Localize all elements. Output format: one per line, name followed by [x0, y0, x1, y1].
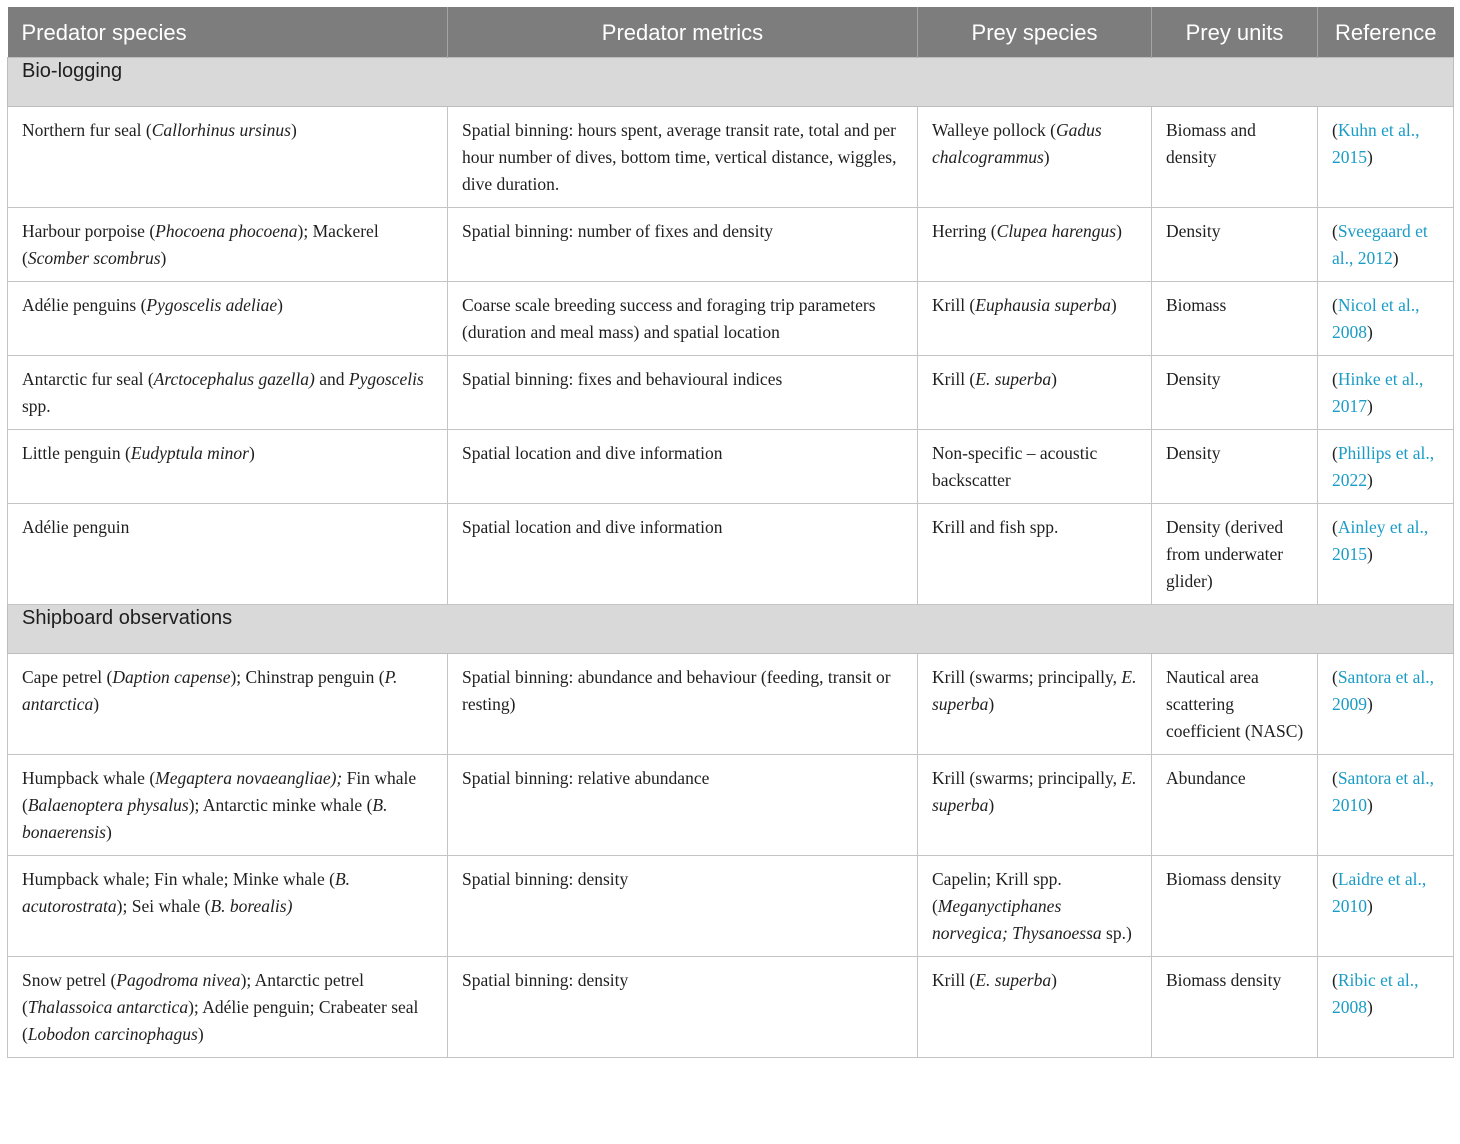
paren-open: ( — [1332, 221, 1338, 241]
italic-text: Arctocephalus gazella) — [153, 369, 315, 389]
cell-prey-species — [918, 107, 1152, 208]
cell-prey-units: Abundance — [1152, 755, 1318, 856]
text-run: Little penguin ( — [22, 443, 131, 463]
cell-reference — [1318, 208, 1454, 282]
italic-text: Pagodroma nivea — [116, 970, 241, 990]
text-run: Snow petrel ( — [22, 970, 117, 990]
italic-text: B. bonaerensis — [22, 795, 388, 842]
text-run: ); Antarctic minke whale ( — [188, 795, 373, 815]
cell-prey-species — [918, 654, 1152, 755]
cell-predator-species — [8, 430, 448, 504]
header-reference: Reference — [1318, 7, 1454, 58]
text-run: ); Mackerel ( — [22, 221, 379, 268]
italic-text: Daption capense — [112, 667, 231, 687]
table-row — [8, 430, 1454, 504]
text-run: ) — [988, 795, 995, 815]
table-header — [8, 7, 1454, 58]
table-row — [8, 208, 1454, 282]
italic-text: Callorhinus ursinus — [151, 120, 291, 140]
cell-reference — [1318, 755, 1454, 856]
paren-open: ( — [1332, 667, 1338, 687]
text-run: ) — [1051, 970, 1057, 990]
text-run: spp. — [22, 396, 51, 416]
reference-link[interactable]: Santora et al., 2010 — [1332, 768, 1435, 815]
text-run: ) — [277, 295, 283, 315]
cell-prey-units: Density — [1152, 356, 1318, 430]
reference-link[interactable]: Hinke et al., 2017 — [1332, 369, 1424, 416]
cell-prey-units: Biomass density — [1152, 856, 1318, 957]
cell-predator-metrics: Spatial binning: density — [448, 957, 918, 1058]
paren-close: ) — [1367, 147, 1373, 167]
text-run: ) — [1116, 221, 1122, 241]
italic-text: E. superba — [932, 667, 1137, 714]
section-title: Bio-logging — [8, 58, 1454, 107]
cell-prey-units: Biomass density — [1152, 957, 1318, 1058]
paren-close: ) — [1367, 322, 1373, 342]
header-predator-species: Predator species — [8, 7, 448, 58]
text-run: Humpback whale; Fin whale; Minke whale ( — [22, 869, 335, 889]
text-run: Krill (swarms; principally, — [932, 768, 1122, 788]
cell-reference — [1318, 430, 1454, 504]
cell-reference — [1318, 654, 1454, 755]
paren-close: ) — [1367, 896, 1373, 916]
reference-link[interactable]: Sveegaard et al., 2012 — [1332, 221, 1428, 268]
text-run: ) — [249, 443, 255, 463]
italic-text: Meganyctiphanes norvegica; Thysanoessa — [932, 896, 1102, 943]
cell-predator-species — [8, 282, 448, 356]
italic-text: Megaptera novaeangliae); — [155, 768, 343, 788]
reference-link[interactable]: Nicol et al., 2008 — [1332, 295, 1420, 342]
data-table — [7, 7, 1454, 1058]
italic-text: E. superba — [975, 970, 1052, 990]
reference-link[interactable]: Ainley et al., 2015 — [1332, 517, 1429, 564]
table-row — [8, 654, 1454, 755]
italic-text: Lobodon carcinophagus — [27, 1024, 198, 1044]
text-run: Northern fur seal ( — [22, 120, 152, 140]
text-run: Fin whale ( — [22, 768, 417, 815]
italic-text: Scomber scombrus — [27, 248, 161, 268]
italic-text: Pygoscelis — [348, 369, 424, 389]
cell-reference — [1318, 282, 1454, 356]
italic-text: B. acutorostrata — [22, 869, 351, 916]
reference-link[interactable]: Laidre et al., 2010 — [1332, 869, 1427, 916]
section-title: Shipboard observations — [8, 605, 1454, 654]
cell-prey-units: Biomass — [1152, 282, 1318, 356]
italic-text: Clupea harengus — [996, 221, 1117, 241]
paren-close: ) — [1367, 997, 1373, 1017]
cell-prey-species — [918, 504, 1152, 605]
cell-predator-metrics: Spatial binning: density — [448, 856, 918, 957]
text-run: sp.) — [1101, 923, 1132, 943]
cell-predator-metrics: Spatial binning: hours spent, average transit rate, total and per hour number of dives, bottom time, vertical distance, wiggles, dive duration. — [448, 107, 918, 208]
paren-close: ) — [1392, 248, 1399, 268]
paren-open: ( — [1332, 869, 1338, 889]
italic-text: Thalassoica antarctica — [27, 997, 189, 1017]
table-row — [8, 957, 1454, 1058]
cell-prey-species — [918, 856, 1152, 957]
paren-open: ( — [1332, 517, 1338, 537]
text-run: Humpback whale ( — [22, 768, 156, 788]
text-run: Adélie penguin — [22, 517, 130, 537]
text-run: ) — [290, 120, 297, 140]
cell-predator-species — [8, 755, 448, 856]
header-prey-species: Prey species — [918, 7, 1152, 58]
reference-link[interactable]: Ribic et al., 2008 — [1332, 970, 1419, 1017]
text-run: ) — [988, 694, 995, 714]
text-run: Adélie penguins ( — [22, 295, 147, 315]
text-run: Krill ( — [932, 369, 976, 389]
text-run: Krill ( — [932, 295, 976, 315]
cell-reference — [1318, 356, 1454, 430]
cell-prey-species — [918, 430, 1152, 504]
italic-text: P. antarctica — [22, 667, 398, 714]
header-predator-metrics: Predator metrics — [448, 7, 918, 58]
text-run: ) — [1043, 147, 1050, 167]
section-row — [8, 58, 1454, 107]
italic-text: E. superba — [932, 768, 1137, 815]
cell-predator-metrics: Spatial binning: abundance and behaviour (feeding, transit or resting) — [448, 654, 918, 755]
text-run: ) — [93, 694, 100, 714]
reference-link[interactable]: Phillips et al., 2022 — [1332, 443, 1435, 490]
paren-close: ) — [1367, 795, 1373, 815]
cell-predator-species — [8, 356, 448, 430]
cell-prey-units: Density — [1152, 430, 1318, 504]
italic-text: Pygoscelis adeliae — [146, 295, 278, 315]
header-prey-units: Prey units — [1152, 7, 1318, 58]
text-run: ) — [105, 822, 112, 842]
text-run: ); Adélie penguin; Crabeater seal ( — [22, 997, 419, 1044]
text-run: ) — [1110, 295, 1117, 315]
text-run: Krill (swarms; principally, — [932, 667, 1122, 687]
cell-prey-species — [918, 208, 1152, 282]
text-run: ) — [197, 1024, 204, 1044]
cell-prey-units: Biomass and density — [1152, 107, 1318, 208]
paren-open: ( — [1332, 443, 1338, 463]
text-run: Cape petrel ( — [22, 667, 113, 687]
table-row — [8, 755, 1454, 856]
table-body — [8, 58, 1454, 1058]
text-run: ); Antarctic petrel ( — [22, 970, 364, 1017]
cell-reference — [1318, 957, 1454, 1058]
cell-reference — [1318, 856, 1454, 957]
text-run: ); Chinstrap penguin ( — [230, 667, 385, 687]
cell-predator-metrics: Spatial location and dive information — [448, 430, 918, 504]
italic-text: Phocoena phocoena — [155, 221, 298, 241]
paren-close: ) — [1367, 694, 1373, 714]
cell-predator-metrics: Spatial location and dive information — [448, 504, 918, 605]
paren-open: ( — [1332, 120, 1338, 140]
text-run: Herring ( — [932, 221, 997, 241]
cell-prey-units: Density — [1152, 208, 1318, 282]
table-row — [8, 856, 1454, 957]
text-run: ); Sei whale ( — [116, 896, 211, 916]
paren-open: ( — [1332, 295, 1338, 315]
text-run: ) — [160, 248, 167, 268]
cell-predator-species — [8, 957, 448, 1058]
cell-predator-species — [8, 107, 448, 208]
italic-text: Euphausia superba — [975, 295, 1111, 315]
cell-prey-units: Nautical area scattering coefficient (NASC) — [1152, 654, 1318, 755]
cell-prey-units: Density (derived from underwater glider) — [1152, 504, 1318, 605]
paren-close: ) — [1367, 544, 1373, 564]
header-row — [8, 7, 1454, 58]
section-row — [8, 605, 1454, 654]
table-row — [8, 504, 1454, 605]
cell-predator-species — [8, 208, 448, 282]
reference-link[interactable]: Kuhn et al., 2015 — [1332, 120, 1420, 167]
text-run: Krill ( — [932, 970, 976, 990]
text-run: Non-specific – acoustic backscatter — [932, 443, 1098, 490]
cell-predator-metrics: Coarse scale breeding success and foraging trip parameters (duration and meal mass) and spatial location — [448, 282, 918, 356]
text-run: Walleye pollock ( — [932, 120, 1056, 140]
paren-close: ) — [1367, 470, 1373, 490]
cell-predator-metrics: Spatial binning: relative abundance — [448, 755, 918, 856]
text-run: and — [314, 369, 349, 389]
cell-prey-species — [918, 957, 1152, 1058]
cell-predator-species — [8, 654, 448, 755]
paren-open: ( — [1332, 970, 1338, 990]
text-run: Harbour porpoise ( — [22, 221, 156, 241]
cell-predator-metrics: Spatial binning: number of fixes and density — [448, 208, 918, 282]
text-run: ) — [1051, 369, 1057, 389]
cell-reference — [1318, 107, 1454, 208]
paren-close: ) — [1367, 396, 1373, 416]
cell-reference — [1318, 504, 1454, 605]
paren-open: ( — [1332, 768, 1338, 788]
cell-prey-species — [918, 755, 1152, 856]
cell-predator-metrics: Spatial binning: fixes and behavioural indices — [448, 356, 918, 430]
text-run: Krill and fish spp. — [932, 517, 1059, 537]
table-row — [8, 282, 1454, 356]
table-row — [8, 356, 1454, 430]
italic-text: E. superba — [975, 369, 1052, 389]
paren-open: ( — [1332, 369, 1338, 389]
italic-text: Gadus chalcogrammus — [932, 120, 1102, 167]
text-run: Capelin; Krill spp. ( — [932, 869, 1062, 916]
italic-text: B. borealis) — [210, 896, 293, 916]
cell-prey-species — [918, 282, 1152, 356]
reference-link[interactable]: Santora et al., 2009 — [1332, 667, 1435, 714]
cell-predator-species — [8, 504, 448, 605]
text-run: Antarctic fur seal ( — [22, 369, 154, 389]
italic-text: Balaenoptera physalus — [27, 795, 189, 815]
table-row — [8, 107, 1454, 208]
cell-prey-species — [918, 356, 1152, 430]
italic-text: Eudyptula minor — [130, 443, 249, 463]
cell-predator-species — [8, 856, 448, 957]
